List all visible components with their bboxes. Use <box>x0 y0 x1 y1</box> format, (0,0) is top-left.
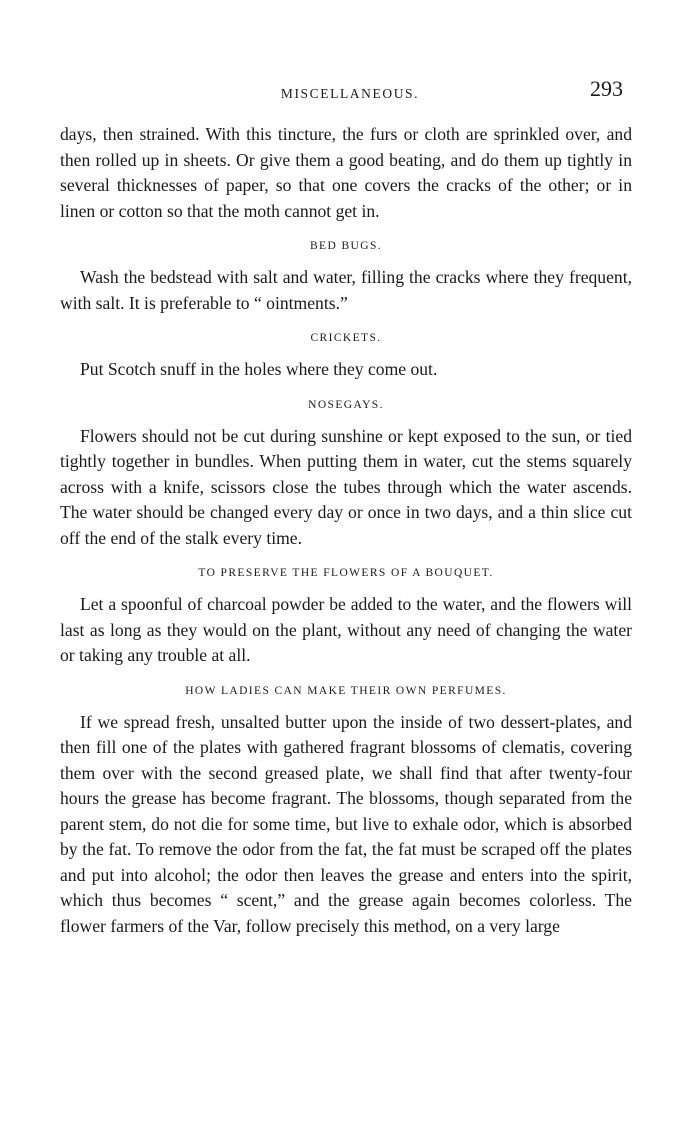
page-number: 293 <box>590 76 623 101</box>
section-text-crickets: Put Scotch snuff in the holes where they come out. <box>80 359 438 379</box>
section-text-bed-bugs: Wash the bedstead with salt and water, filling the cracks where they frequent, with salt. It is preferable to “ ointments.” <box>60 267 632 313</box>
section-heading-bouquet: TO PRESERVE THE FLOWERS OF A BOUQUET. <box>198 567 494 579</box>
section-text-nosegays: Flowers should not be cut during sunshine or kept exposed to the sun, or tied tightly together in bundles. When putting them in water, cut the stems squarely across with a knife, scissors close the tubes through which the water ascends. The water should be changed every day or once in two days, and a thin slice cut off the end of the stalk every time. <box>60 425 632 548</box>
section-heading-bed-bugs: BED BUGS. <box>309 240 383 252</box>
section-text-perfumes: If we spread fresh, unsalted butter upon the inside of two dessert-plates, and then fill one of the plates with gathered fragrant blossoms of clematis, covering them over with the second greased plate, we shall find that after twenty-four hours the grease has become fragrant. The blossoms, though separated from the parent stem, do not die for some time, but live to exhale odor, which is absorbed by the fat. To remove the odor from the fat, the fat must be scraped off the plates and put into alcohol; the odor then leaves the grease and enters into the spirit, which thus becomes “ scent,” and the grease again becomes colorless. The flower farmers of the Var, follow precisely this method, on a very large <box>60 711 632 936</box>
intro-paragraph: days, then strained. With this tincture, the furs or cloth are sprinkled over, and then rolled up in sheets. Or give them a good beating, and do them up tightly in several thicknesses of paper, so that one covers the cracks of the other; or in linen or cotton so that the moth cannot get in. <box>60 124 632 221</box>
body-text <box>60 122 632 939</box>
section-heading-nosegays: NOSEGAYS. <box>308 398 384 411</box>
section-heading-perfumes: HOW LADIES CAN MAKE THEIR OWN PERFUMES. <box>185 684 507 697</box>
section-heading-crickets: CRICKETS. <box>310 332 382 344</box>
running-title: MISCELLANEOUS. <box>280 86 420 101</box>
section-text-bouquet: Let a spoonful of charcoal powder be added to the water, and the flowers will last as long as they would on the plant, without any need of changing the water or taking any trouble at all. <box>60 594 632 665</box>
